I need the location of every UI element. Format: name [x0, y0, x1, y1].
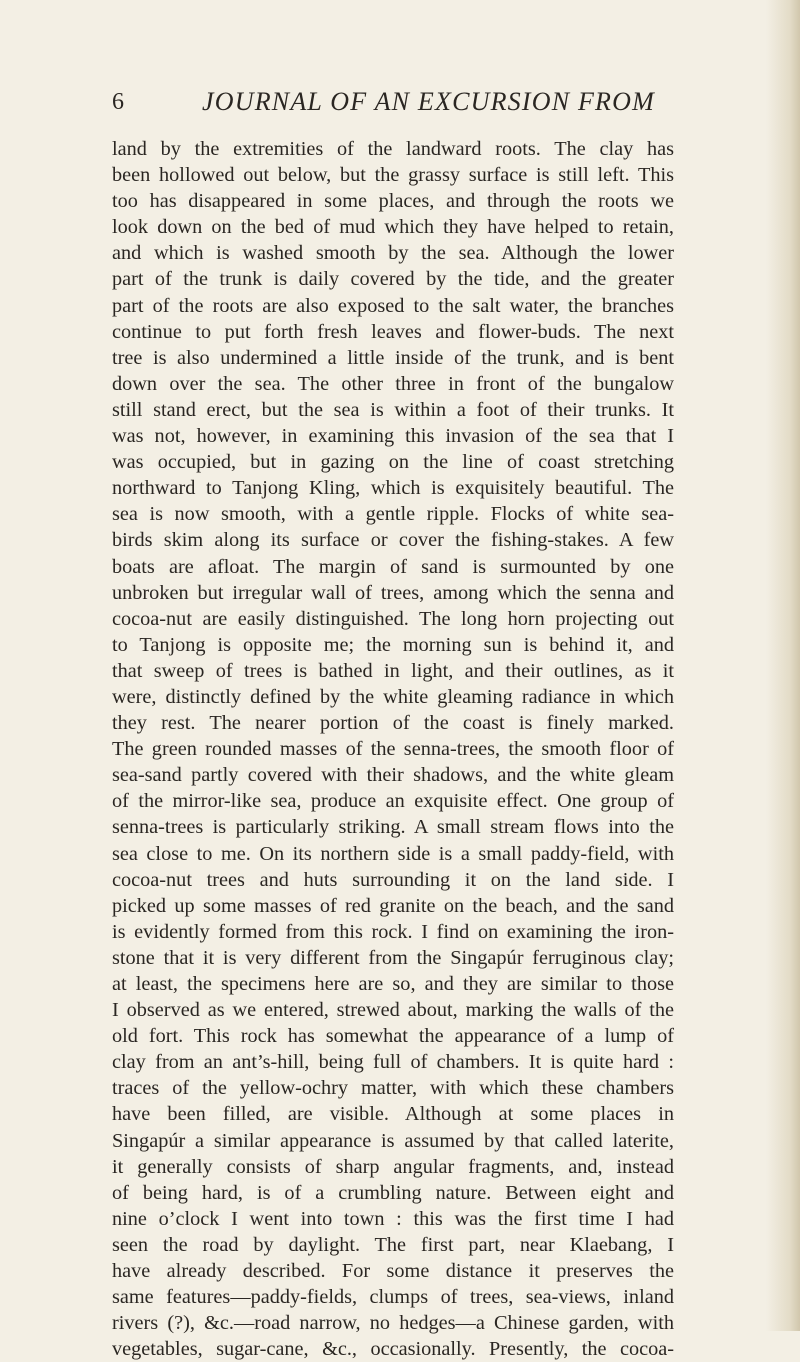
body-text: [112, 136, 674, 1362]
text-line: part of the trunk is daily covered by the tide, and the greater: [112, 268, 674, 291]
text-line: that sweep of trees is bathed in light, and their outlines, as it: [112, 659, 674, 682]
text-line: stone that it is very different from the Singapúr ferruginous clay;: [112, 946, 674, 969]
text-line: have already described. For some distance it preserves the: [112, 1260, 674, 1283]
text-line: sea is now smooth, with a gentle ripple. Flocks of white sea-: [112, 503, 674, 526]
text-line: vegetables, sugar-cane, &c., occasionally. Presently, the cocoa-: [112, 1338, 674, 1361]
text-line: old fort. This rock has somewhat the appearance of a lump of: [112, 1025, 674, 1048]
text-line: and which is washed smooth by the sea. Although the lower: [112, 242, 674, 265]
text-line: at least, the specimens here are so, and they are similar to those: [112, 973, 674, 995]
text-line: cocoa-nut are easily distinguished. The long horn projecting out: [112, 607, 674, 630]
text-line: is evidently formed from this rock. I find on examining the iron-: [112, 920, 674, 943]
text-line: was occupied, but in gazing on the line of coast stretching: [112, 451, 674, 474]
text-line: tree is also undermined a little inside of the trunk, and is bent: [112, 346, 674, 369]
text-line: were, distinctly defined by the white gleaming radiance in which: [112, 685, 674, 708]
page-header: [112, 86, 672, 122]
text-line: clay from an ant’s-hill, being full of chambers. It is quite hard :: [112, 1051, 674, 1074]
text-line: look down on the bed of mud which they have helped to retain,: [112, 216, 674, 239]
text-line: boats are afloat. The margin of sand is surmounted by one: [112, 555, 674, 578]
text-line: been hollowed out below, but the grassy surface is still left. This: [112, 164, 674, 187]
text-line: of the mirror-like sea, produce an exquisite effect. One group of: [112, 790, 674, 813]
text-line: picked up some masses of red granite on the beach, and the sand: [112, 894, 674, 917]
text-line: senna-trees is particularly striking. A small stream flows into the: [112, 816, 674, 839]
text-line: rivers (?), &c.—road narrow, no hedges—a Chinese garden, with: [112, 1312, 674, 1335]
text-line: continue to put forth fresh leaves and flower-buds. The next: [112, 320, 674, 343]
text-line: unbroken but irregular wall of trees, among which the senna and: [112, 581, 674, 604]
text-line: northward to Tanjong Kling, which is exquisitely beautiful. The: [112, 477, 674, 500]
page-edge-shadow: [766, 0, 800, 1331]
text-line: sea close to me. On its northern side is a small paddy-field, with: [112, 842, 674, 865]
text-line: cocoa-nut trees and huts surrounding it on the land side. I: [112, 868, 674, 891]
text-line: of being hard, is of a crumbling nature. Between eight and: [112, 1181, 674, 1204]
text-line: birds skim along its surface or cover the fishing-stakes. A few: [112, 529, 674, 552]
text-line: it generally consists of sharp angular fragments, and, instead: [112, 1155, 674, 1178]
page-number: 6: [112, 89, 124, 115]
running-head: JOURNAL OF AN EXCURSION FROM: [202, 87, 655, 116]
text-line: nine o’clock I went into town : this was the first time I had: [112, 1207, 674, 1230]
text-line: The green rounded masses of the senna-trees, the smooth floor of: [112, 738, 674, 761]
text-line: too has disappeared in some places, and through the roots we: [112, 190, 674, 213]
text-line: sea-sand partly covered with their shadows, and the white gleam: [112, 764, 674, 787]
text-line: same features—paddy-fields, clumps of trees, sea-views, inland: [112, 1286, 674, 1309]
text-line: they rest. The nearer portion of the coast is finely marked.: [112, 712, 674, 735]
text-line: traces of the yellow-ochry matter, with which these chambers: [112, 1077, 674, 1100]
text-line: to Tanjong is opposite me; the morning sun is behind it, and: [112, 633, 674, 656]
text-line: part of the roots are also exposed to the salt water, the branches: [112, 294, 674, 317]
text-line: Singapúr a similar appearance is assumed by that called laterite,: [112, 1129, 674, 1152]
text-line: I observed as we entered, strewed about, marking the walls of the: [112, 999, 674, 1022]
text-line: land by the extremities of the landward roots. The clay has: [112, 138, 674, 160]
text-line: was not, however, in examining this invasion of the sea that I: [112, 425, 674, 448]
text-line: seen the road by daylight. The first part, near Klaebang, I: [112, 1233, 674, 1256]
text-line: still stand erect, but the sea is within a foot of their trunks. It: [112, 398, 674, 421]
text-line: have been filled, are visible. Although at some places in: [112, 1103, 674, 1126]
text-line: down over the sea. The other three in front of the bungalow: [112, 372, 674, 395]
